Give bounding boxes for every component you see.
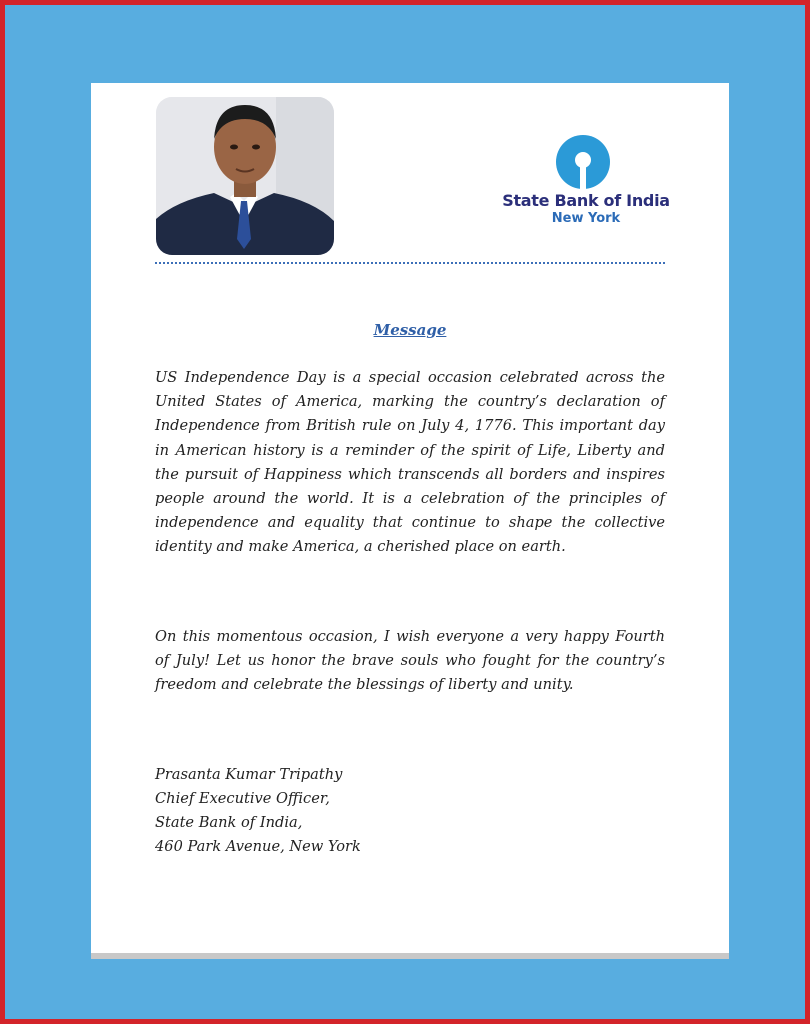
message-heading: Message <box>373 321 447 339</box>
signature-block <box>155 763 555 859</box>
letter-card <box>91 83 729 953</box>
portrait-illustration <box>156 97 334 255</box>
logo-location: New York <box>551 211 621 226</box>
message-paragraph-1: US Independence Day is a special occasion celebrated across the United States of America, marking the country’s declaration of Independence from British rule on July 4, 1776. This important day in American history is a reminder of the spirit of Life, Liberty and the pursuit of Happiness which transcends all borders and inspires people around the world. It is a celebration of the principles of independence and equality that continue to shape the collective identity and make America, a cherished place on earth. <box>155 369 665 556</box>
signature-name: Prasanta Kumar Tripathy <box>155 766 343 783</box>
ceo-photo <box>156 97 334 255</box>
message-paragraph-2: On this momentous occasion, I wish everyone a very happy Fourth of July! Let us honor the brave souls who fought for the country’s freedom and celebrate the blessings of liberty and unity. <box>155 628 665 694</box>
logo-name: State Bank of India <box>502 191 670 210</box>
sbi-logo <box>491 135 681 245</box>
signature-address: 460 Park Avenue, New York <box>155 838 361 855</box>
sbi-logo-icon <box>491 135 681 191</box>
signature-organization: State Bank of India, <box>155 814 303 831</box>
signature-title: Chief Executive Officer, <box>155 790 330 807</box>
dotted-divider <box>155 262 665 264</box>
